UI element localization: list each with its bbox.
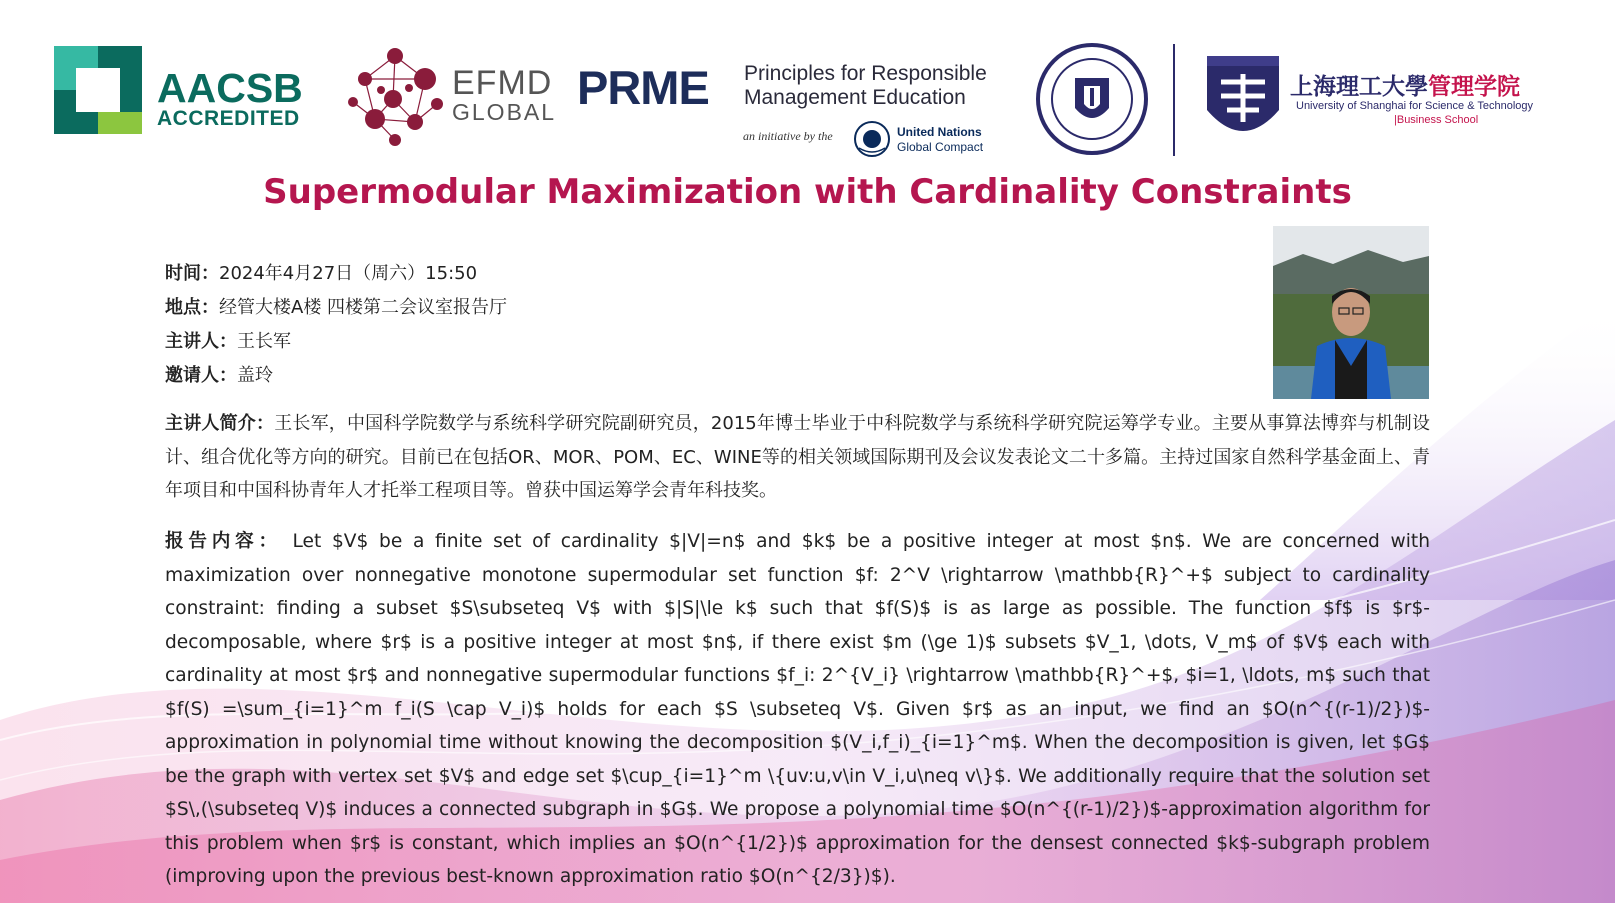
- bio-text: 王长军，中国科学院数学与系统科学研究院副研究员，2015年博士毕业于中科院数学与系统科学研究院运筹学专业。主要从事算法博弈与机制设计、组合优化等方向的研究。目前已在包括OR、MOR、POM、EC、WINE等的相关领域国际期刊及会议发表论文二十多篇。主持过国家自然科学基金面上、青年项目和中国科协青年人才托举工程项目等。曾获中国运筹学会青年科技奖。: [165, 413, 1430, 501]
- usst-cn-name: 上海理工大學: [1290, 73, 1428, 100]
- usst-cn-school: 管理学院: [1428, 73, 1520, 100]
- place-value: 经管大楼A楼 四楼第二会议室报告厅: [219, 297, 508, 318]
- business-school-shield-icon: [1203, 52, 1283, 148]
- efmd-global: GLOBAL: [452, 99, 557, 125]
- usst-business-school: |Business School: [1394, 114, 1479, 126]
- abstract-text: Let $V$ be a finite set of cardinality $|V|=n$ and $k$ be a positive integer at most $n$. We are concerned with maximization over nonnegative monotone supermodular set function $f: 2^V \rightarrow \mathbb{R}^+$ subject to cardinality constraint: finding a subset $S\subseteq V$ with $|S|\le k$ such that $f(S)$ is as large as possible. The function $f$ is $r$-decomposable, where $r$ is a positive integer at most $n$, if there exist $m (\ge 1)$ subsets $V_1, \dots, V_m$ of $V$ each with cardinality at most $r$ and nonnegative supermodular functions $f_i: 2^{V_i} \rightarrow \mathbb{R}^+$, $i=1, \ldots, m$ such that $f(S) =\sum_{i=1}^m f_i(S \cap V_i)$ holds for each $S \subseteq V$. Given $r$ as an input, we find an $O(n^{(r-1)/2})$-approximation in polynomial time without knowing the decomposition $(V_i,f_i)_{i=1}^m$. When the decomposition is given, let $G$ be the graph with vertex set $V$ and edge set $\cup_{i=1}^m \{uv:u,v\in V_i,u\neq v\}$. We additionally require that the solution set $S\,(\subseteq V)$ induces a connected subgraph in $G$. We propose a polynomial time $O(n^{(r-1)/2})$-approximation algorithm for this problem when $r$ is constant, which implies an $O(n^{1/2})$ approximation for the densest connected $k$-subgraph problem (improving upon the previous best-known approximation ratio $O(n^{2/3})$).: [165, 531, 1430, 887]
- university-seal-icon: [1035, 42, 1149, 156]
- place-label: 地点：: [165, 297, 219, 318]
- info-speaker: [165, 325, 507, 359]
- speaker-value: 王长军: [237, 331, 291, 352]
- prme-desc-line1: Principles for Responsible: [744, 62, 987, 85]
- aacsb-name: AACSB: [157, 65, 303, 111]
- talk-abstract: [165, 525, 1430, 894]
- usst-chinese-name: [1290, 68, 1520, 101]
- aacsb-accredited: ACCREDITED: [157, 107, 300, 130]
- efmd-name: EFMD: [452, 64, 553, 102]
- prme-wordmark: PRME: [577, 61, 709, 114]
- usst-english-name: University of Shanghai for Science & Technology: [1296, 100, 1534, 112]
- efmd-wordmark: [452, 66, 556, 124]
- event-info: [165, 257, 507, 393]
- speaker-photo: [1273, 226, 1429, 399]
- host-value: 盖玲: [237, 365, 273, 386]
- abstract-label: 报告内容：: [165, 531, 282, 552]
- page-title: Supermodular Maximization with Cardinality Constraints: [263, 172, 1352, 212]
- un-globe-icon: [853, 120, 891, 158]
- speaker-bio: [165, 407, 1430, 508]
- un-global-compact-text: [897, 125, 983, 155]
- prme-desc-line2: Management Education: [744, 86, 966, 109]
- un-line2: Global Compact: [897, 140, 984, 154]
- prme-initiative-text: an initiative by the: [743, 129, 833, 143]
- bio-label: 主讲人简介：: [165, 413, 275, 434]
- aacsb-wordmark: [157, 65, 303, 130]
- efmd-network-icon: [345, 44, 445, 148]
- logo-divider: [1173, 44, 1175, 156]
- info-host: [165, 359, 507, 393]
- un-line1: United Nations: [897, 125, 982, 139]
- info-place: [165, 291, 507, 325]
- info-time: [165, 257, 507, 291]
- aacsb-logo-icon: [54, 46, 142, 134]
- time-label: 时间：: [165, 263, 219, 284]
- prme-description: [744, 62, 987, 110]
- speaker-label: 主讲人：: [165, 331, 237, 352]
- time-value: 2024年4月27日（周六）15:50: [219, 263, 478, 284]
- host-label: 邀请人：: [165, 365, 237, 386]
